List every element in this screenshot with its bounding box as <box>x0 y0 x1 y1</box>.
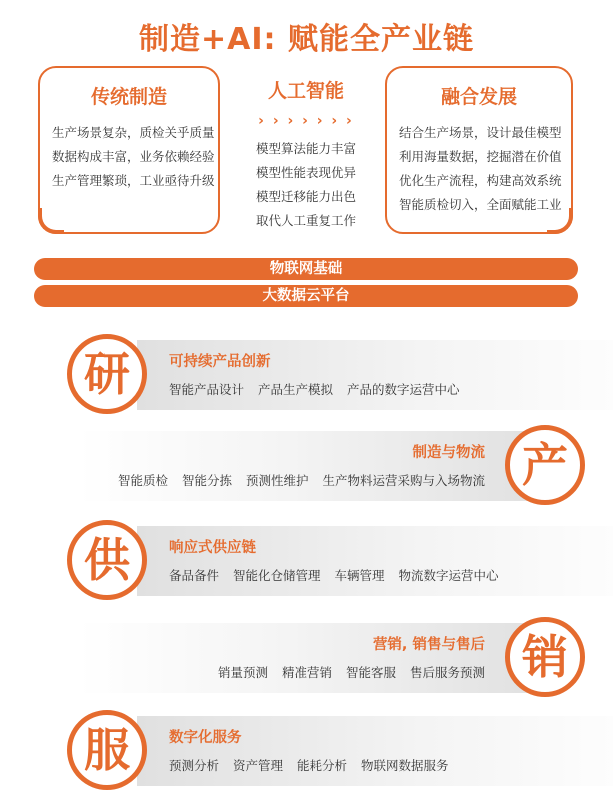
row-title: 数字化服务 <box>169 730 242 746</box>
row-item: 售后服务预测 <box>409 665 485 680</box>
row-char-badge: 销 <box>505 617 585 697</box>
card-line: 生产场景复杂，质检关乎质量 <box>52 125 215 140</box>
card-line: 数据构成丰富，业务依赖经验 <box>52 149 215 164</box>
row-item: 产品生产模拟 <box>258 382 334 397</box>
traditional-manufacturing-card <box>38 66 220 234</box>
row-item: 车辆管理 <box>334 568 385 583</box>
card-line: 优化生产流程，构建高效系统 <box>399 173 562 188</box>
row-title: 响应式供应链 <box>169 540 256 556</box>
row-items <box>169 756 463 774</box>
page-title: 制造+AI: 赋能全产业链 <box>139 22 474 57</box>
row-item: 销量预测 <box>217 665 268 680</box>
card-lines <box>40 121 218 193</box>
card-line: 结合生产场景，设计最佳模型 <box>399 125 562 140</box>
ai-title: 人工智能 <box>267 80 344 102</box>
card-lines <box>387 121 571 217</box>
row-item: 精准营销 <box>281 665 332 680</box>
row-char-badge: 产 <box>505 425 585 505</box>
ai-line: 取代人工重复工作 <box>255 213 356 228</box>
row-item: 智能化仓储管理 <box>233 568 321 583</box>
row-item: 备品备件 <box>169 568 220 583</box>
row-char-badge: 服 <box>67 710 147 790</box>
row-items <box>169 566 513 584</box>
row-item: 智能客服 <box>345 665 396 680</box>
row-items <box>104 471 485 489</box>
row-item: 能耗分析 <box>297 758 348 773</box>
row-item: 智能分拣 <box>181 473 232 488</box>
row-item: 预测分析 <box>169 758 220 773</box>
chevron-arrows-icon: › › › › › › › <box>258 113 354 129</box>
row-title: 营销, 销售与售后 <box>372 637 485 653</box>
row-item: 智能质检 <box>117 473 168 488</box>
card-line: 利用海量数据，挖掘潜在价值 <box>399 149 562 164</box>
card-line: 生产管理繁琐，工业亟待升级 <box>52 173 215 188</box>
corner-accent <box>38 208 64 234</box>
card-line: 智能质检切入，全面赋能工业 <box>399 197 562 212</box>
bigdata-cloud-bar: 大数据云平台 <box>34 285 578 307</box>
row-item: 物流数字运营中心 <box>398 568 499 583</box>
row-title: 制造与物流 <box>412 445 485 461</box>
row-item: 预测性维护 <box>245 473 309 488</box>
row-item: 生产物料运营采购与入场物流 <box>322 473 485 488</box>
row-supply <box>67 520 613 598</box>
row-char-badge: 供 <box>67 520 147 600</box>
row-items <box>169 380 474 398</box>
card-title: 融合发展 <box>440 86 517 108</box>
corner-accent <box>547 208 573 234</box>
row-item: 智能产品设计 <box>169 382 245 397</box>
row-service <box>67 710 613 788</box>
row-items <box>204 663 485 681</box>
card-title: 传统制造 <box>90 86 167 108</box>
row-production <box>53 425 585 503</box>
ai-line: 模型迁移能力出色 <box>255 189 356 204</box>
row-item: 产品的数字运营中心 <box>347 382 460 397</box>
row-title: 可持续产品创新 <box>169 354 271 370</box>
row-sales <box>53 617 585 695</box>
row-item: 物联网数据服务 <box>361 758 449 773</box>
ai-line: 模型算法能力丰富 <box>255 141 356 156</box>
row-research <box>67 334 613 412</box>
iot-foundation-bar: 物联网基础 <box>34 258 578 280</box>
ai-lines <box>236 137 376 233</box>
ai-line: 模型性能表现优异 <box>255 165 356 180</box>
fusion-development-card <box>385 66 573 234</box>
row-item: 资产管理 <box>233 758 284 773</box>
row-char-badge: 研 <box>67 334 147 414</box>
ai-column <box>236 76 376 233</box>
